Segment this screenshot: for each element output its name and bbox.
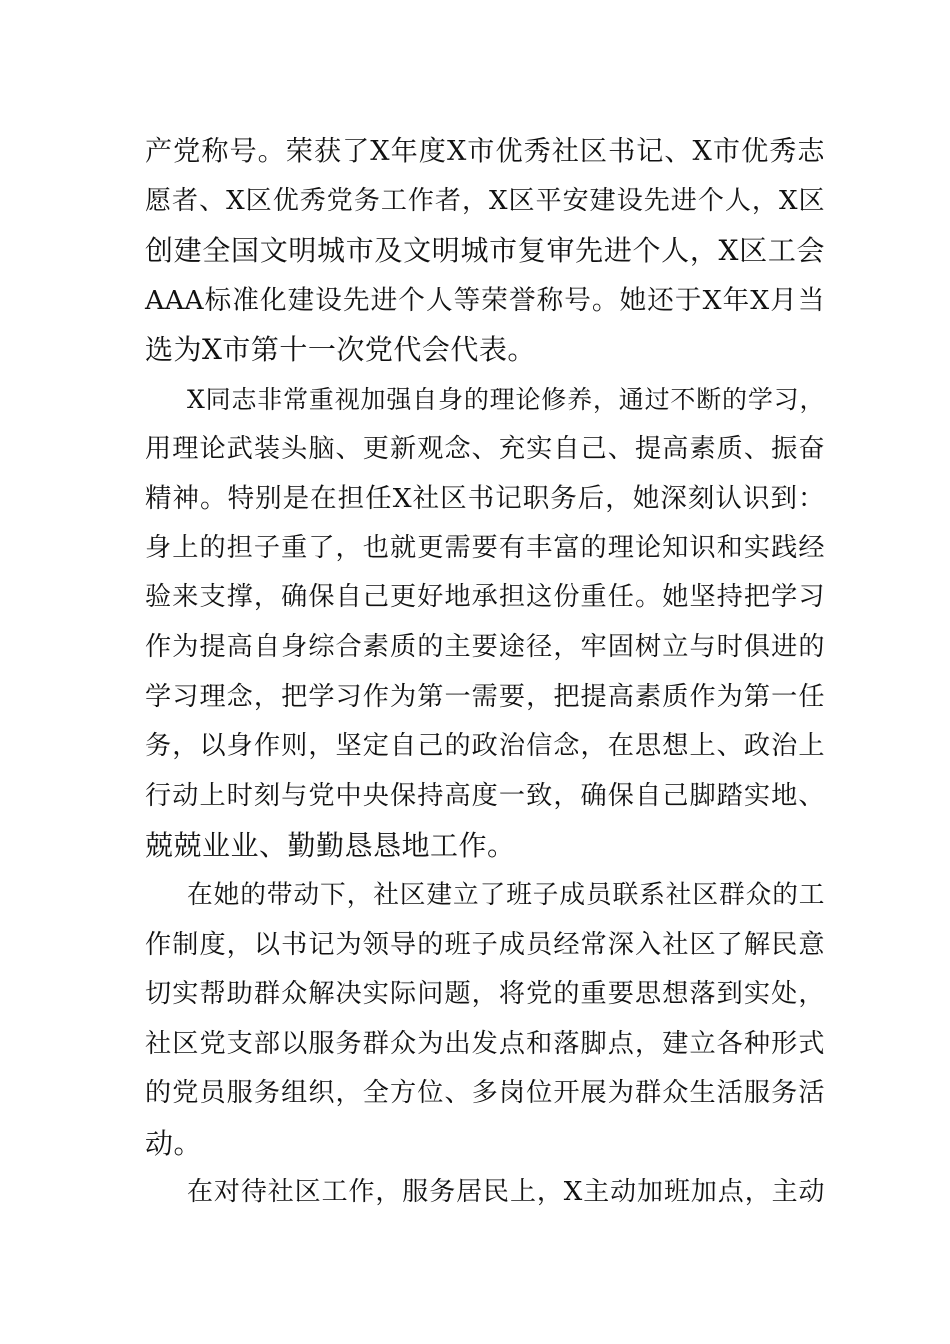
text-line: 行动上时刻与党中央保持高度一致，确保自己脚踏实地、 [145,780,825,811]
text-line: 愿者、X区优秀党务工作者，X区平安建设先进个人，X区 [145,185,825,216]
text-line: 在她的带动下，社区建立了班子成员联系社区群众的工 [187,879,825,910]
text-line: 用理论武装头脑、更新观念、充实自己、提高素质、振奋 [145,433,825,464]
text-line: 务，以身作则，坚定自己的政治信念，在思想上、政治上 [145,731,825,762]
text-line: 精神。特别是在担任X社区书记职务后，她深刻认识到： [145,483,825,515]
text-line: 切实帮助群众解决实际问题，将党的重要思想落到实处， [145,979,825,1010]
text-line: 产党称号。荣获了X年度X市优秀社区书记、X市优秀志 [145,136,825,167]
text-line: X同志非常重视加强自身的理论修养，通过不断的学习， [187,384,825,414]
text-line: 的党员服务组织，全方位、多岗位开展为群众生活服务活 [145,1078,825,1109]
text-line: 选为X市第十一次党代会代表。 [145,333,536,367]
text-line: 身上的担子重了，也就更需要有丰富的理论知识和实践经 [145,532,825,563]
text-line: 在对待社区工作，服务居民上，X主动加班加点，主动 [187,1177,825,1208]
text-line: AAA标准化建设先进个人等荣誉称号。她还于X年X月当 [145,284,825,316]
text-line: 作为提高自身综合素质的主要途径，牢固树立与时俱进的 [145,631,825,662]
text-line: 社区党支部以服务群众为出发点和落脚点，建立各种形式 [145,1028,825,1059]
text-line: 动。 [145,1126,203,1160]
text-line: 创建全国文明城市及文明城市复审先进个人，X区工会 [145,234,825,268]
text-line: 学习理念，把学习作为第一需要，把提高素质作为第一任 [145,681,825,712]
body-text [145,127,825,1218]
text-line: 验来支撑，确保自己更好地承担这份重任。她坚持把学习 [145,582,825,613]
text-line: 兢兢业业、勤勤恳恳地工作。 [145,829,516,863]
text-line: 作制度，以书记为领导的班子成员经常深入社区了解民意 [145,929,825,960]
